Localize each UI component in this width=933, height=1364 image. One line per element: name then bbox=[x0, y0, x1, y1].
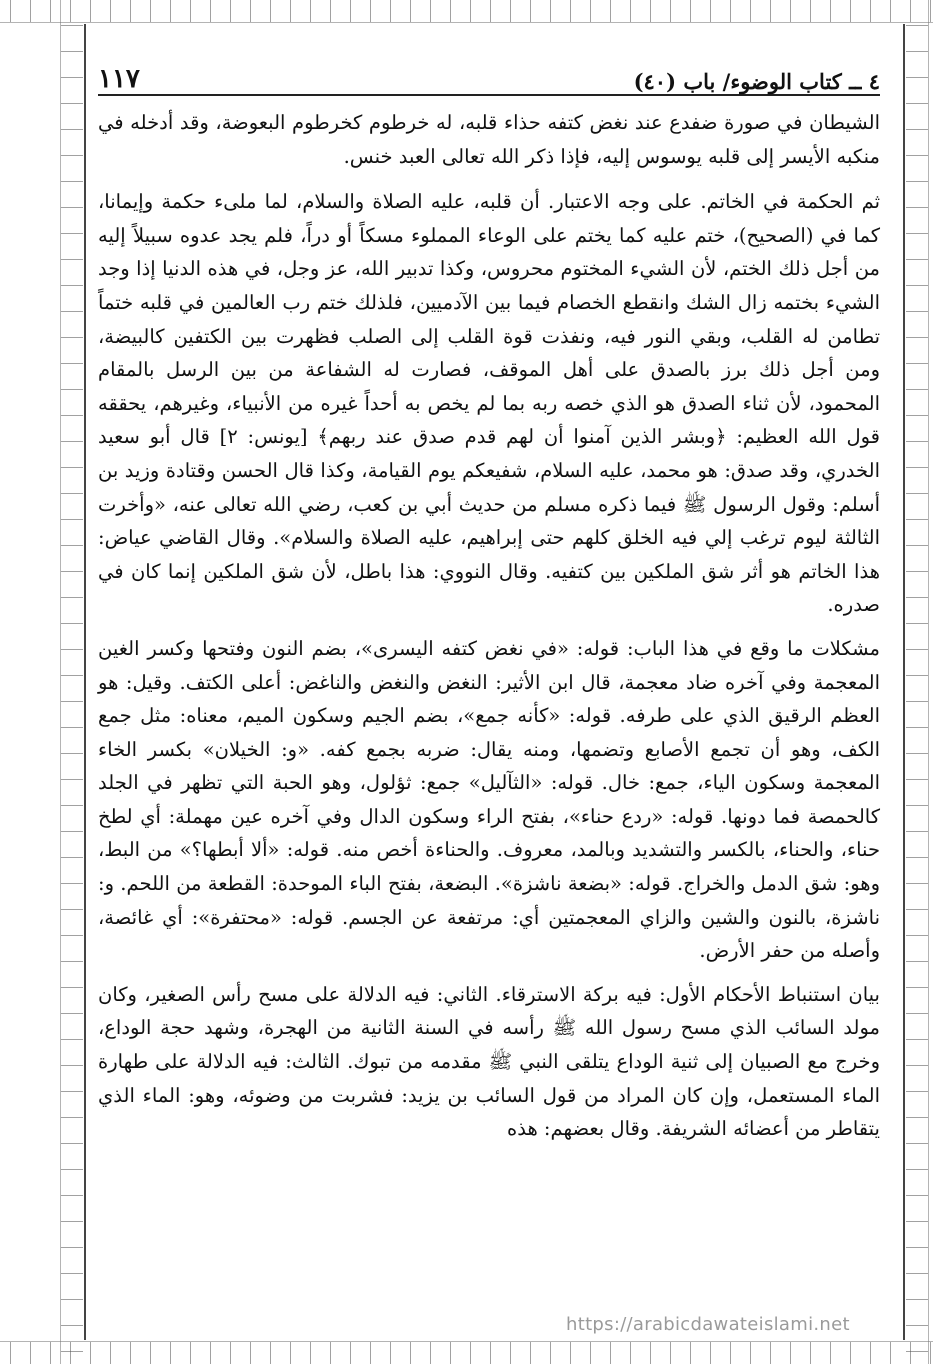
bottom-ornamental-border bbox=[0, 1341, 933, 1364]
running-title: ٤ ــ كتاب الوضوء/ باب (٤٠) bbox=[633, 69, 880, 94]
book-page bbox=[98, 58, 880, 1156]
left-ornamental-border bbox=[60, 0, 83, 1364]
paragraph-3: مشكلات ما وقع في هذا الباب: قوله: «في نغض كتفه اليسرى»، بضم النون وفتحها وكسر الغين المعجمة وفي آخره ضاد معجمة، قال ابن الأثير: النغض والنغض والناغض: أعلى الكتف. وقيل: هو العظم الرقيق الذي على طرفه. قوله: «كأنه جمع»، بضم الجيم وسكون الميم، معناه: مثل جمع الكف، وهو أن تجمع الأصابع وتضمها، ومنه يقال: ضربه بجمع كفه. «و: الخيلان» بكسر الخاء المعجمة وسكون الياء، جمع: خال. قوله: «الثآليل» جمع: ثؤلول، وهو الحبة التي تظهر في الجلد كالحمصة فما دونها. قوله: «ردع حناء»، بفتح الراء وسكون الدال وفي آخره عين مهملة: أي لطخ حناء، والحناء، بالكسر والتشديد وبالمد، معروف. والحناءة أخص منه. قوله: «ألا أبطها؟» من البط، وهو: شق الدمل والخراج. قوله: «بضعة ناشزة». البضعة، بفتح الباء الموحدة: القطعة من اللحم. و: ناشزة، بالنون والشين والزاي المعجمتين أي: مرتفعة عن الجسم. قوله: «محتفرة»: أي غائصة، وأصله من حفر الأرض. bbox=[98, 636, 880, 963]
left-frame-line bbox=[84, 24, 86, 1340]
page-header bbox=[98, 58, 880, 96]
top-ornamental-border bbox=[0, 0, 933, 23]
right-ornamental-border bbox=[906, 0, 929, 1364]
page-body bbox=[98, 106, 880, 1146]
site-watermark: https://arabicdawateislami.net bbox=[566, 1314, 850, 1335]
paragraph-1: الشيطان في صورة ضفدع عند نغض كتفه حذاء قلبه، له خرطوم كخرطوم البعوضة، وقد أدخله في منكبه الأيسر إلى قلبه يوسوس إليه، فإذا ذكر الله تعالى العبد خنس. bbox=[98, 111, 880, 168]
page-number: ١١٧ bbox=[98, 64, 140, 94]
paragraph-2: ثم الحكمة في الخاتم. على وجه الاعتبار. أن قلبه، عليه الصلاة والسلام، لما ملىء حكمة وإيمانا، كما في (الصحيح)، ختم عليه كما يختم على الوعاء المملوء مسكاً أو دراً، فلم يجد عدوه سبيلاً إليه من أجل ذلك الختم، لأن الشيء المختوم محروس، وكذا تدبير الله، عز وجل، في هذه الدنيا إذا وجد الشيء بختمه زال الشك وانقطع الخصام فيما بين الآدميين، فلذلك ختم رب العالمين في قلبه ختماً تطامن له القلب، وبقي النور فيه، ونفذت قوة القلب إلى الصلب فظهرت بين الكتفين كالبيضة، ومن أجل ذلك برز بالصدق على أهل الموقف، فصارت له الشفاعة من بين الرسل بالمقام المحمود، لأن ثناء الصدق هو الذي خصه ربه بما لم يخص به أحداً غيره من الأنبياء، وغيرهم، يحققه قول الله العظيم: ﴿وبشر الذين آمنوا أن لهم قدم صدق عند ربهم﴾ [يونس: ٢] قال أبو سعيد الخدري، وقد صدق: هو محمد، عليه السلام، شفيعكم يوم القيامة، وكذا قال الحسن وقتادة وزيد بن أسلم: وقول الرسول ﷺ فيما ذكره مسلم من حديث أبي بن كعب، رضي الله تعالى عنه، «وأخرت الثالثة ليوم ترغب إلي فيه الخلق كلهم حتى إبراهيم، عليه الصلاة والسلام». وقال القاضي عياض: هذا الخاتم هو أثر شق الملكين بين كتفيه. وقال النووي: هذا باطل، لأن شق الملكين إنما كان في صدره. bbox=[98, 190, 881, 617]
paragraph-4: بيان استنباط الأحكام الأول: فيه بركة الاسترقاء. الثاني: فيه الدلالة على مسح رأس الصغير، وكان مولد السائب الذي مسح رسول الله ﷺ رأسه في السنة الثانية من الهجرة، وشهد حجة الوداع، وخرج مع الصبيان إلى ثنية الوداع يتلقى النبي ﷺ مقدمه من تبوك. الثالث: فيه الدلالة على طهارة الماء المستعمل، وإن كان المراد من قول السائب بن يزيد: فشربت من وضوئه، وهو: الماء الذي يتقاطر من أعضائه الشريفة. وقال بعضهم: هذه bbox=[98, 982, 880, 1141]
right-frame-line bbox=[903, 24, 905, 1340]
